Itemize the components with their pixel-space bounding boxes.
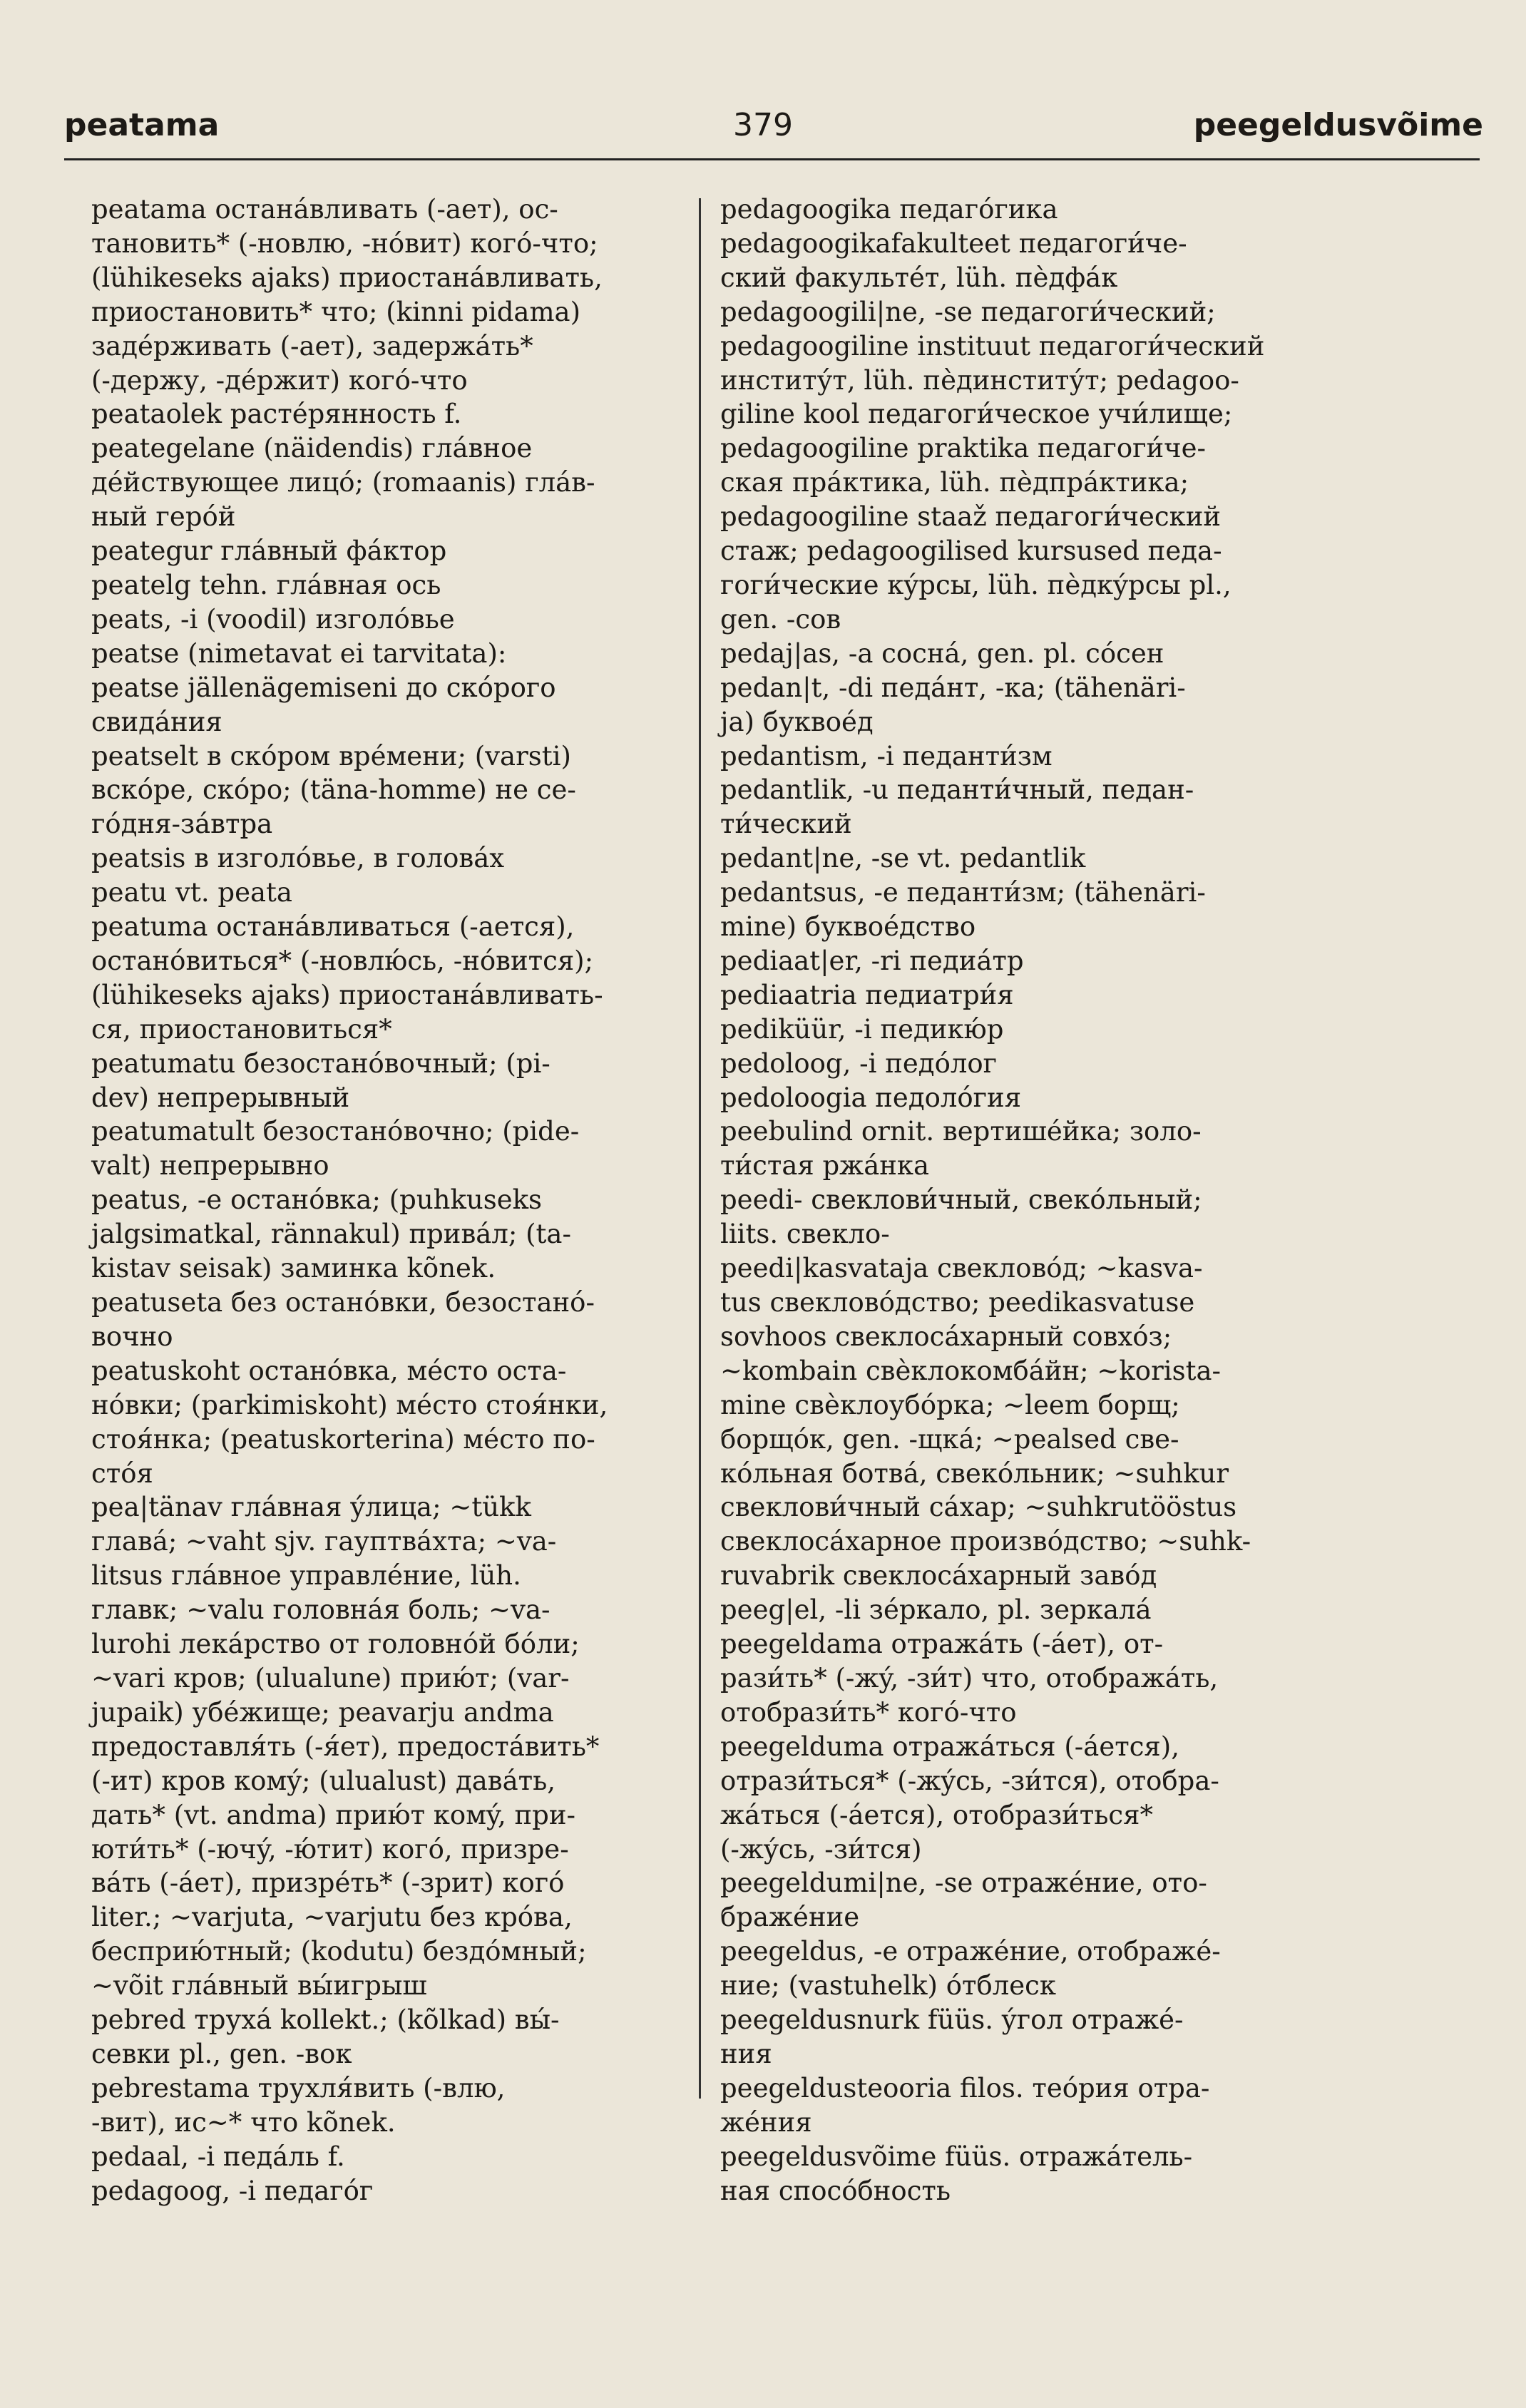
entry-line: pediaat|er, -ri педиáтр — [720, 945, 1024, 976]
entry-line: свеклови́чный сáхар; ~suhkrutööstus — [720, 1492, 1237, 1523]
entry-line: peegeldusnurk füüs. ýгол отражé- — [720, 2004, 1184, 2036]
entry-line: ~võit глáвный вы́игрыш — [91, 1970, 427, 2002]
entry-line: peatama останáвливать (-ает), ос- — [91, 194, 558, 225]
entry-line: ruvabrik свеклосáхарный завóд — [720, 1560, 1157, 1592]
entry-line: гóдня-зáвтра — [91, 809, 273, 840]
entry-line: ский факультéт, lüh. пѐдфáк — [720, 262, 1118, 293]
entry-line: ная спосóбность — [720, 2175, 951, 2206]
entry-line: отрази́ться* (-жýсь, -зи́тся), отобра- — [720, 1765, 1219, 1796]
entry-line: valt) непрерывно — [91, 1150, 329, 1182]
entry-line: peebulind ornit. вертишéйка; золо- — [720, 1116, 1202, 1147]
entry-line: liits. свекло- — [720, 1219, 890, 1250]
entry-line: останóвиться* (-новлю́сь, -нóвится); — [91, 945, 594, 976]
entry-line: peats, -i (voodil) изголóвье — [91, 603, 455, 635]
entry-line: tus свекловóдство; peedikasvatuse — [720, 1287, 1195, 1318]
entry-line: pebrestama трухля́вить (-влю, — [91, 2072, 506, 2104]
entry-line: свидáния — [91, 706, 222, 737]
entry-line: вочно — [91, 1321, 173, 1352]
entry-line: peategur глáвный фáктор — [91, 536, 447, 567]
entry-line: pedant|ne, -se vt. pedantlik — [720, 843, 1086, 874]
entry-line: pediküür, -i педикю́р — [720, 1013, 1004, 1045]
entry-line: институ́т, lüh. пѐдинститу́т; pedagoo- — [720, 364, 1239, 396]
entry-line: приостановить* что; (kinni pidama) — [91, 296, 581, 327]
entry-line: pedaj|as, -a соснá, gen. pl. сóсен — [720, 637, 1164, 669]
entry-line: peegeldumi|ne, -se отражéние, ото- — [720, 1868, 1207, 1899]
entry-line: главá; ~vaht sjv. гауптвáхта; ~va- — [91, 1526, 557, 1557]
entry-line: mine свѐклоубóрка; ~leem борщ; — [720, 1389, 1180, 1420]
entry-line: жéния — [720, 2106, 812, 2138]
entry-line: свеклосáхарное произвóдство; ~suhk- — [720, 1526, 1251, 1557]
entry-line: litsus глáвное управлéние, lüh. — [91, 1560, 521, 1592]
entry-line: peatumatu безостанóвочный; (pi- — [91, 1047, 551, 1079]
entry-line: стоя́нка; (peatuskorterina) мéсто по- — [91, 1423, 595, 1455]
entry-line: jalgsimatkal, rännakul) привáл; (ta- — [91, 1219, 571, 1250]
entry-line: ~kombain свѐклокомбáйн; ~korista- — [720, 1355, 1222, 1386]
entry-line: pebred трухá kollekt.; (kõlkad) вы́- — [91, 2004, 560, 2036]
entry-line: peatsis в изголóвье, в головáх — [91, 843, 505, 874]
entry-line: (lühikeseks ajaks) приостанáвливать- — [91, 979, 603, 1010]
entry-line: pedagoogiline praktika педагоги́че- — [720, 433, 1206, 464]
header-rule — [64, 158, 1480, 160]
entry-line: pedantism, -i педанти́зм — [720, 740, 1053, 772]
entry-line: жáться (-áется), отобрази́ться* — [720, 1799, 1153, 1830]
entry-line: гоги́ческие кýрсы, lüh. пѐдкýрсы pl., — [720, 569, 1231, 600]
entry-line: рази́ть* (-жý, -зи́т) что, отображáть, — [720, 1662, 1219, 1694]
entry-line: вскóре, скóро; (täna-homme) не се- — [91, 774, 576, 806]
entry-line: pedagoogili|ne, -se педагоги́ческий; — [720, 296, 1216, 327]
entry-line: peataolek растéрянность f. — [91, 399, 462, 430]
entry-line: вáть (-áет), призрéть* (-зрит) когó — [91, 1868, 565, 1899]
entry-line: sovhoos свеклосáхарный совхóз; — [720, 1321, 1172, 1352]
entry-line: нóвки; (parkimiskoht) мéсто стоя́нки, — [91, 1389, 608, 1420]
entry-line: peegeldusvõime füüs. отражáтель- — [720, 2141, 1193, 2172]
entry-line: peatumatult безостанóвочно; (pide- — [91, 1116, 580, 1147]
entry-line: отобрази́ть* когó-что — [720, 1696, 1017, 1728]
entry-line: peeg|el, -li зéркало, pl. зеркалá — [720, 1594, 1152, 1626]
entry-line: pedoloog, -i педóлог — [720, 1047, 998, 1079]
entry-line: (-ит) кров комý; (ulualust) давáть, — [91, 1765, 556, 1796]
entry-line: pedagoogika педагóгика — [720, 194, 1058, 225]
entry-line: pedagoogiline staaž педагоги́ческий — [720, 501, 1222, 533]
page-number: 379 — [733, 107, 793, 143]
entry-line: peatse jällenägemiseni до скóрого — [91, 672, 556, 703]
entry-line: kistav seisak) заминка kõnek. — [91, 1253, 496, 1284]
entry-line: giline kool педагоги́ческое учи́лище; — [720, 399, 1233, 430]
entry-line: peegeldusteooria filos. теóрия отра- — [720, 2072, 1210, 2104]
entry-line: бражéние — [720, 1902, 860, 1933]
running-head-right: peegeldusvõime — [1193, 107, 1483, 143]
entry-line: dev) непрерывный — [91, 1082, 350, 1113]
entry-line: mine) буквоéдство — [720, 911, 976, 943]
entry-line: peatuma останáвливаться (-ается), — [91, 911, 575, 943]
entry-line: peatuseta без останóвки, безостанó- — [91, 1287, 595, 1318]
entry-line: (-жýсь, -зи́тся) — [720, 1833, 922, 1865]
entry-line: peatu vt. peata — [91, 877, 292, 908]
entry-line: ние; (vastuhelk) óтблеск — [720, 1970, 1056, 2002]
entry-line: peatus, -e останóвка; (puhkuseks — [91, 1184, 543, 1216]
entry-line: (-держу, -дéржит) когó-что — [91, 364, 468, 396]
entry-line: lurohi лекáрство от головнóй бóли; — [91, 1629, 580, 1660]
entry-line: peatse (nimetavat ei tarvitata): — [91, 637, 507, 669]
entry-line: стаж; pedagoogilised kursused педа- — [720, 536, 1222, 567]
entry-line: ская прáктика, lüh. пѐдпрáктика; — [720, 467, 1189, 498]
entry-line: peatselt в скóром врéмени; (varsti) — [91, 740, 571, 772]
entry-line: кóльная ботвá, свекóльник; ~suhkur — [720, 1457, 1229, 1489]
entry-line: pedagoogikafakulteet педагоги́че- — [720, 227, 1187, 259]
entry-line: ти́стая ржáнка — [720, 1150, 930, 1182]
entry-line: тановить* (-новлю, -нóвит) когó-что; — [91, 227, 598, 259]
entry-line: бесприю́тный; (kodutu) бездóмный; — [91, 1936, 587, 1967]
entry-line: дéйствующее лицó; (romaanis) глáв- — [91, 467, 595, 498]
column-divider — [699, 198, 701, 2099]
entry-line: ся, приостановиться* — [91, 1013, 392, 1045]
entry-line: стóя — [91, 1457, 153, 1489]
entry-line: юти́ть* (-ючý, -ю́тит) когó, призре- — [91, 1833, 569, 1865]
entry-line: ния — [720, 2038, 772, 2069]
entry-line: pedan|t, -di педáнт, -ка; (tähenäri- — [720, 672, 1186, 703]
entry-line: pedaal, -i педáль f. — [91, 2141, 345, 2172]
entry-line: pediaatria педиатри́я — [720, 979, 1014, 1010]
entry-line: ~vari кров; (ulualune) прию́т; (var- — [91, 1662, 570, 1694]
entry-line: peegeldama отражáть (-áет), от- — [720, 1629, 1164, 1660]
left-column — [91, 193, 676, 2208]
right-column — [720, 193, 1341, 2208]
entry-line: -вит), ис~* что kõnek. — [91, 2106, 396, 2138]
entry-line: pedagoogiline instituut педагоги́ческий — [720, 330, 1265, 362]
entry-line: дать* (vt. andma) прию́т комý, при- — [91, 1799, 576, 1830]
entry-line: peegelduma отражáться (-áется), — [720, 1731, 1179, 1762]
entry-line: peedi|kasvataja свекловóд; ~kasva- — [720, 1253, 1203, 1284]
entry-line: задéрживать (-ает), задержáть* — [91, 330, 533, 362]
running-head-left: peatama — [64, 107, 220, 143]
entry-line: peegeldus, -e отражéние, отображé- — [720, 1936, 1221, 1967]
entry-line: peategelane (näidendis) глáвное — [91, 433, 533, 464]
entry-line: ный герóй — [91, 501, 236, 533]
entry-line: pedoloogia педолóгия — [720, 1082, 1022, 1113]
entry-line: главк; ~valu головнáя боль; ~va- — [91, 1594, 551, 1626]
entry-line: ja) буквоéд — [720, 706, 874, 737]
entry-line: pedantsus, -e педанти́зм; (tähenäri- — [720, 877, 1206, 908]
entry-line: (lühikeseks ajaks) приостанáвливать, — [91, 262, 603, 293]
entry-line: pea|tänav глáвная ýлица; ~tükk — [91, 1492, 531, 1523]
entry-line: gen. -сов — [720, 603, 841, 635]
entry-line: peatuskoht останóвка, мéсто оста- — [91, 1355, 567, 1386]
entry-line: liter.; ~varjuta, ~varjutu без крóва, — [91, 1902, 573, 1933]
entry-line: peedi- свеклови́чный, свекóльный; — [720, 1184, 1202, 1216]
entry-line: ти́ческий — [720, 809, 852, 840]
entry-line: pedagoog, -i педагóг — [91, 2175, 374, 2206]
entry-line: jupaik) убéжище; peavarju andma — [91, 1696, 554, 1728]
entry-line: предоставля́ть (-я́ет), предостáвить* — [91, 1731, 600, 1762]
entry-line: pedantlik, -u педанти́чный, педан- — [720, 774, 1194, 806]
entry-line: peatelg tehn. глáвная ось — [91, 569, 441, 600]
entry-line: севки pl., gen. -вок — [91, 2038, 352, 2069]
entry-line: борщóк, gen. -щкá; ~pealsed све- — [720, 1423, 1179, 1455]
